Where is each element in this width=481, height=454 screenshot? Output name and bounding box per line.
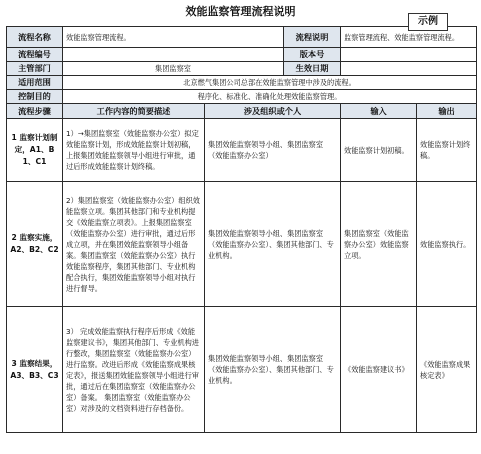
step-org: 集团效能监察领导小组、集团监察室（效能监察办公室）、集团其他部门、专业机构。: [205, 307, 341, 433]
step-input: 《效能监察建议书》: [341, 307, 417, 433]
version-label: 版本号: [284, 48, 341, 62]
step-content: 2）集团监察室（效能监察办公室）组织效能监察立项。集团其他部门和专业机构提交《效能监察立项表》。上报集团监察室（效能监察办公室）进行审批，通过后形成立项，并在集团效能监察领导小组备案。集团监察室（效能监察办公室）执行效能监察程序，集团其他部门、专业机构配合执行，集团效能监察领导小组对执行进行督导。: [63, 182, 205, 307]
process-name-value: 效能监察管理流程。: [63, 27, 284, 48]
table-row: [7, 182, 477, 307]
step-input: 效能监察计划初稿。: [341, 119, 417, 182]
example-badge: 示例: [408, 13, 448, 31]
process-no-label: 流程编号: [7, 48, 63, 62]
table-row: [7, 119, 477, 182]
owner-label: 主管部门: [7, 62, 63, 76]
process-desc-label: 流程说明: [284, 27, 341, 48]
step-content: 1）→集团监察室（效能监察办公室）拟定效能监察计划，形成效能监察计划初稿，上报集团效能监察领导小组进行审批，通过后形成效能监察计划终稿。: [63, 119, 205, 182]
header-step: 流程步骤: [7, 104, 63, 119]
step-content: 3） 完成效能监察执行程序后形成《效能监察建议书》，集团其他部门、专业机构进行整改，集团监察室（效能监察办公室）进行监察。改进后形成《效能监察成果核定表》，报送集团效能监察领导小组进行审批，通过后在集团监察室（效能监察办公室）备案。 集团监察室（效能监察办公室）对涉及的文档资料进行存档备份。: [63, 307, 205, 433]
control-purpose-value: 程序化、标准化、准确化处理效能监察管理。: [63, 90, 477, 104]
effective-date-value: [341, 62, 477, 76]
scope-value: 北京燃气集团公司总部在效能监察管理中涉及的流程。: [63, 76, 477, 90]
header-output: 输出: [417, 104, 477, 119]
step-org: 集团效能监察领导小组、集团监察室（效能监察办公室）: [205, 119, 341, 182]
process-name-label: 流程名称: [7, 27, 63, 48]
step-org: 集团效能监察领导小组、集团监察室（效能监察办公室）、集团其他部门、专业机构。: [205, 182, 341, 307]
scope-label: 适用范围: [7, 76, 63, 90]
effective-date-label: 生效日期: [284, 62, 341, 76]
process-desc-value: 监察管理流程、效能监察管理流程。: [341, 27, 477, 48]
process-table: [6, 26, 477, 433]
step-input: 集团监察室（效能监察办公室）效能监察立项。: [341, 182, 417, 307]
step-output: 效能监察计划终稿。: [417, 119, 477, 182]
header-input: 输入: [341, 104, 417, 119]
step-label: 1 监察计划制定，A1、B1、C1: [7, 119, 63, 182]
header-content: 工作内容的简要描述: [63, 104, 205, 119]
document-title: 效能监察管理流程说明: [185, 5, 296, 18]
step-label: 2 监察实施，A2、B2、C2: [7, 182, 63, 307]
step-label: 3 监察结果，A3、B3、C3: [7, 307, 63, 433]
step-output: 效能监察执行。: [417, 182, 477, 307]
header-org: 涉及组织或个人: [205, 104, 341, 119]
version-value: [341, 48, 477, 62]
control-purpose-label: 控制目的: [7, 90, 63, 104]
table-row: [7, 307, 477, 433]
owner-value: 集团监察室: [63, 62, 284, 76]
step-output: 《效能监察成果核定表》: [417, 307, 477, 433]
process-no-value: [63, 48, 284, 62]
